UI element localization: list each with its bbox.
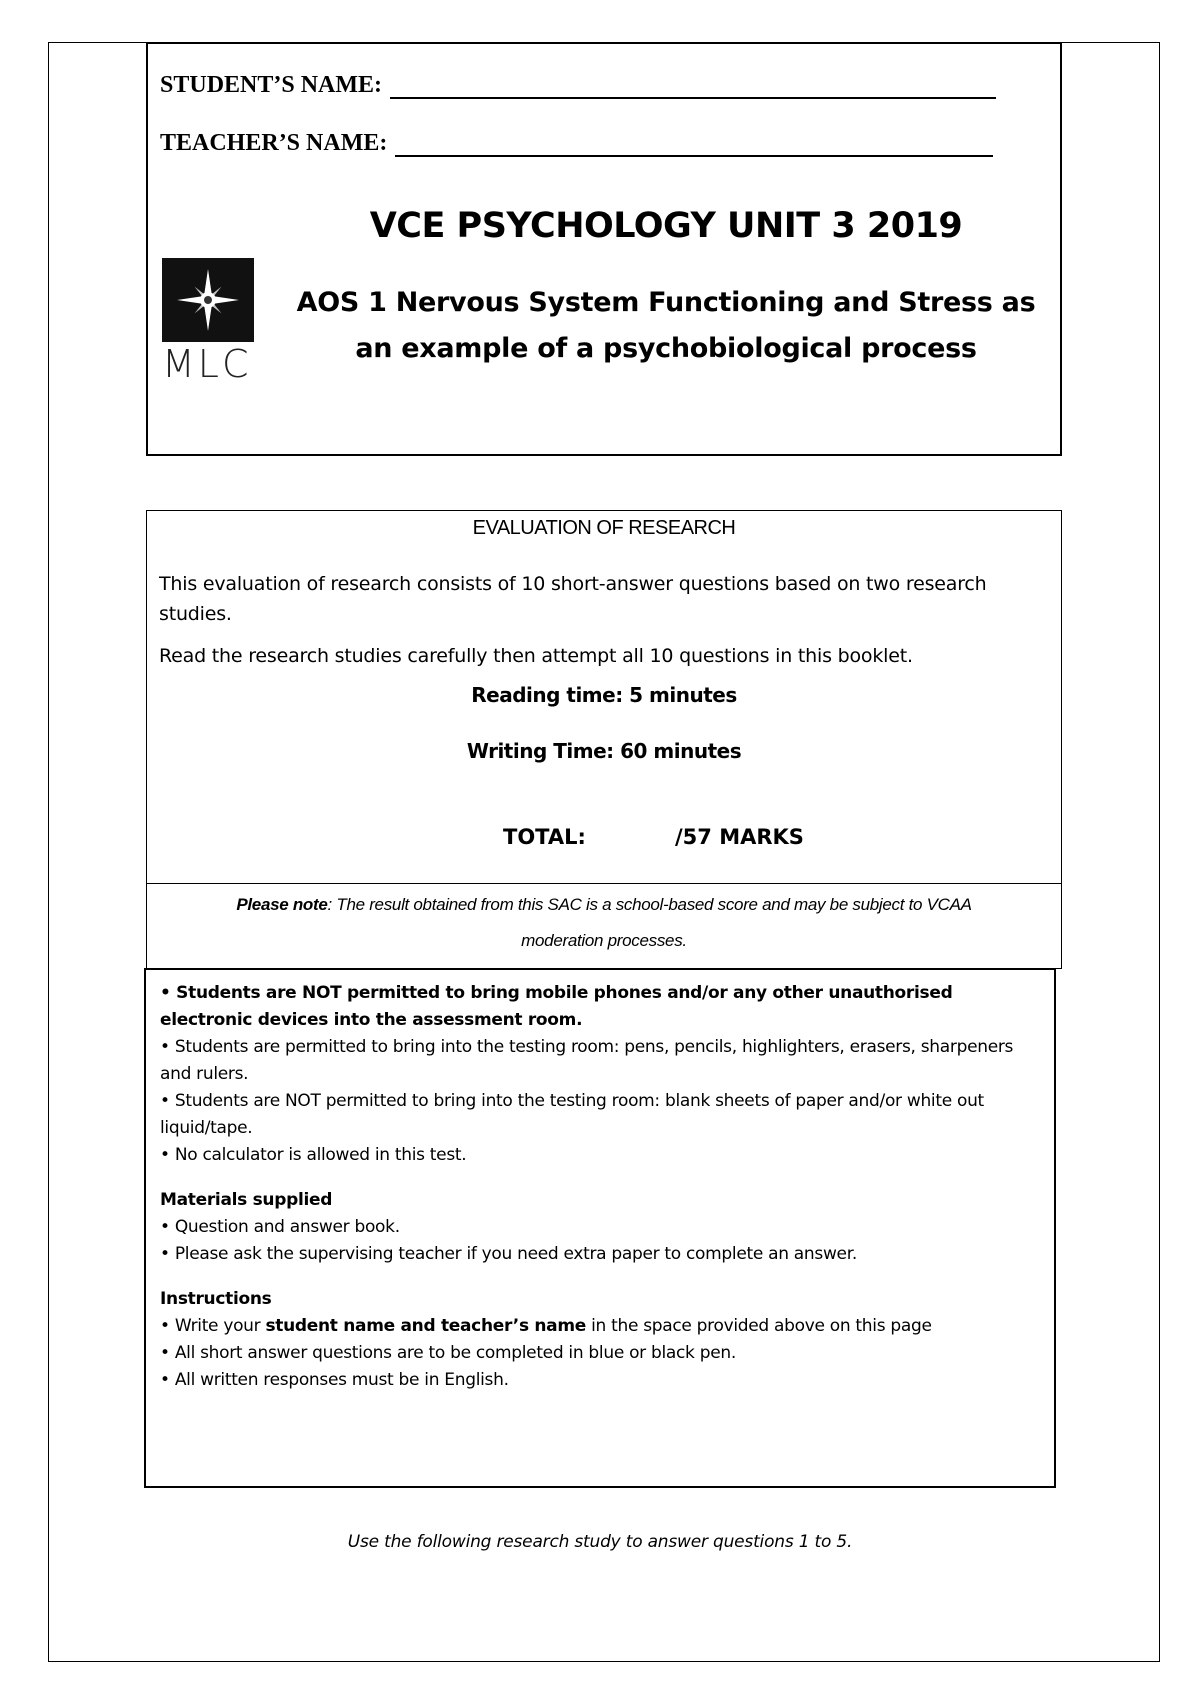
logo-text: MLC	[162, 342, 252, 386]
page-subtitle	[278, 280, 1054, 372]
materials-item: • Question and answer book.	[160, 1217, 400, 1237]
subtitle-line-2: an example of a psychobiological process	[355, 333, 977, 364]
note-lead: Please note	[236, 895, 328, 914]
rule-item: • Students are NOT permitted to bring into the testing room: blank sheets of paper and/or white out liquid/tape.	[160, 1091, 984, 1138]
instruction-pre: • Write your	[160, 1316, 266, 1336]
note-line-2: moderation processes.	[521, 931, 687, 950]
rule-item: • No calculator is allowed in this test.	[160, 1145, 467, 1165]
rules-box	[144, 968, 1056, 1488]
materials-item: • Please ask the supervising teacher if you need extra paper to complete an answer.	[160, 1244, 857, 1264]
instruction-post: in the space provided above on this page	[586, 1316, 932, 1336]
rule-item: • Students are NOT permitted to bring mobile phones and/or any other unauthorised electronic devices into the assessment room.	[160, 983, 953, 1030]
moderation-note	[146, 883, 1062, 969]
evaluation-box	[146, 510, 1062, 884]
evaluation-heading: EVALUATION OF RESEARCH	[472, 517, 736, 539]
note-line-1	[147, 887, 1061, 923]
instructions-heading: Instructions	[160, 1289, 272, 1309]
student-name-line[interactable]	[390, 97, 996, 99]
reading-time: Reading time: 5 minutes	[471, 683, 737, 707]
total-marks-row	[503, 825, 804, 849]
subtitle-line-1: AOS 1 Nervous System Functioning and Stress as	[296, 287, 1036, 318]
teacher-name-row	[160, 130, 993, 157]
writing-time: Writing Time: 60 minutes	[466, 739, 742, 763]
instruction-item: • All short answer questions are to be completed in blue or black pen.	[160, 1343, 736, 1363]
compass-star-icon	[162, 258, 254, 342]
page-title: VCE PSYCHOLOGY UNIT 3 2019	[369, 206, 963, 246]
instruction-item	[160, 1313, 1040, 1340]
rule-item: • Students are permitted to bring into the testing room: pens, pencils, highlighters, erasers, sharpeners and rulers.	[160, 1037, 1014, 1084]
instruction-item: • All written responses must be in English.	[160, 1370, 509, 1390]
teacher-name-line[interactable]	[395, 155, 993, 157]
evaluation-instruction: Read the research studies carefully then attempt all 10 questions in this booklet.	[159, 645, 913, 667]
note-text-1: : The result obtained from this SAC is a school-based score and may be subject to VCAA	[327, 895, 972, 914]
student-name-label: STUDENT’S NAME:	[160, 72, 383, 98]
header-box	[146, 42, 1062, 456]
materials-heading: Materials supplied	[160, 1190, 333, 1210]
evaluation-description: This evaluation of research consists of 10 short-answer questions based on two research studies.	[159, 573, 987, 625]
student-name-row	[160, 72, 996, 99]
total-marks: /57 MARKS	[675, 825, 804, 849]
mlc-logo	[162, 258, 254, 386]
instruction-bold: student name and teacher’s name	[265, 1316, 586, 1336]
footer-note: Use the following research study to answer questions 1 to 5.	[347, 1532, 853, 1552]
teacher-name-label: TEACHER’S NAME:	[160, 130, 388, 156]
total-label: TOTAL:	[503, 825, 586, 849]
